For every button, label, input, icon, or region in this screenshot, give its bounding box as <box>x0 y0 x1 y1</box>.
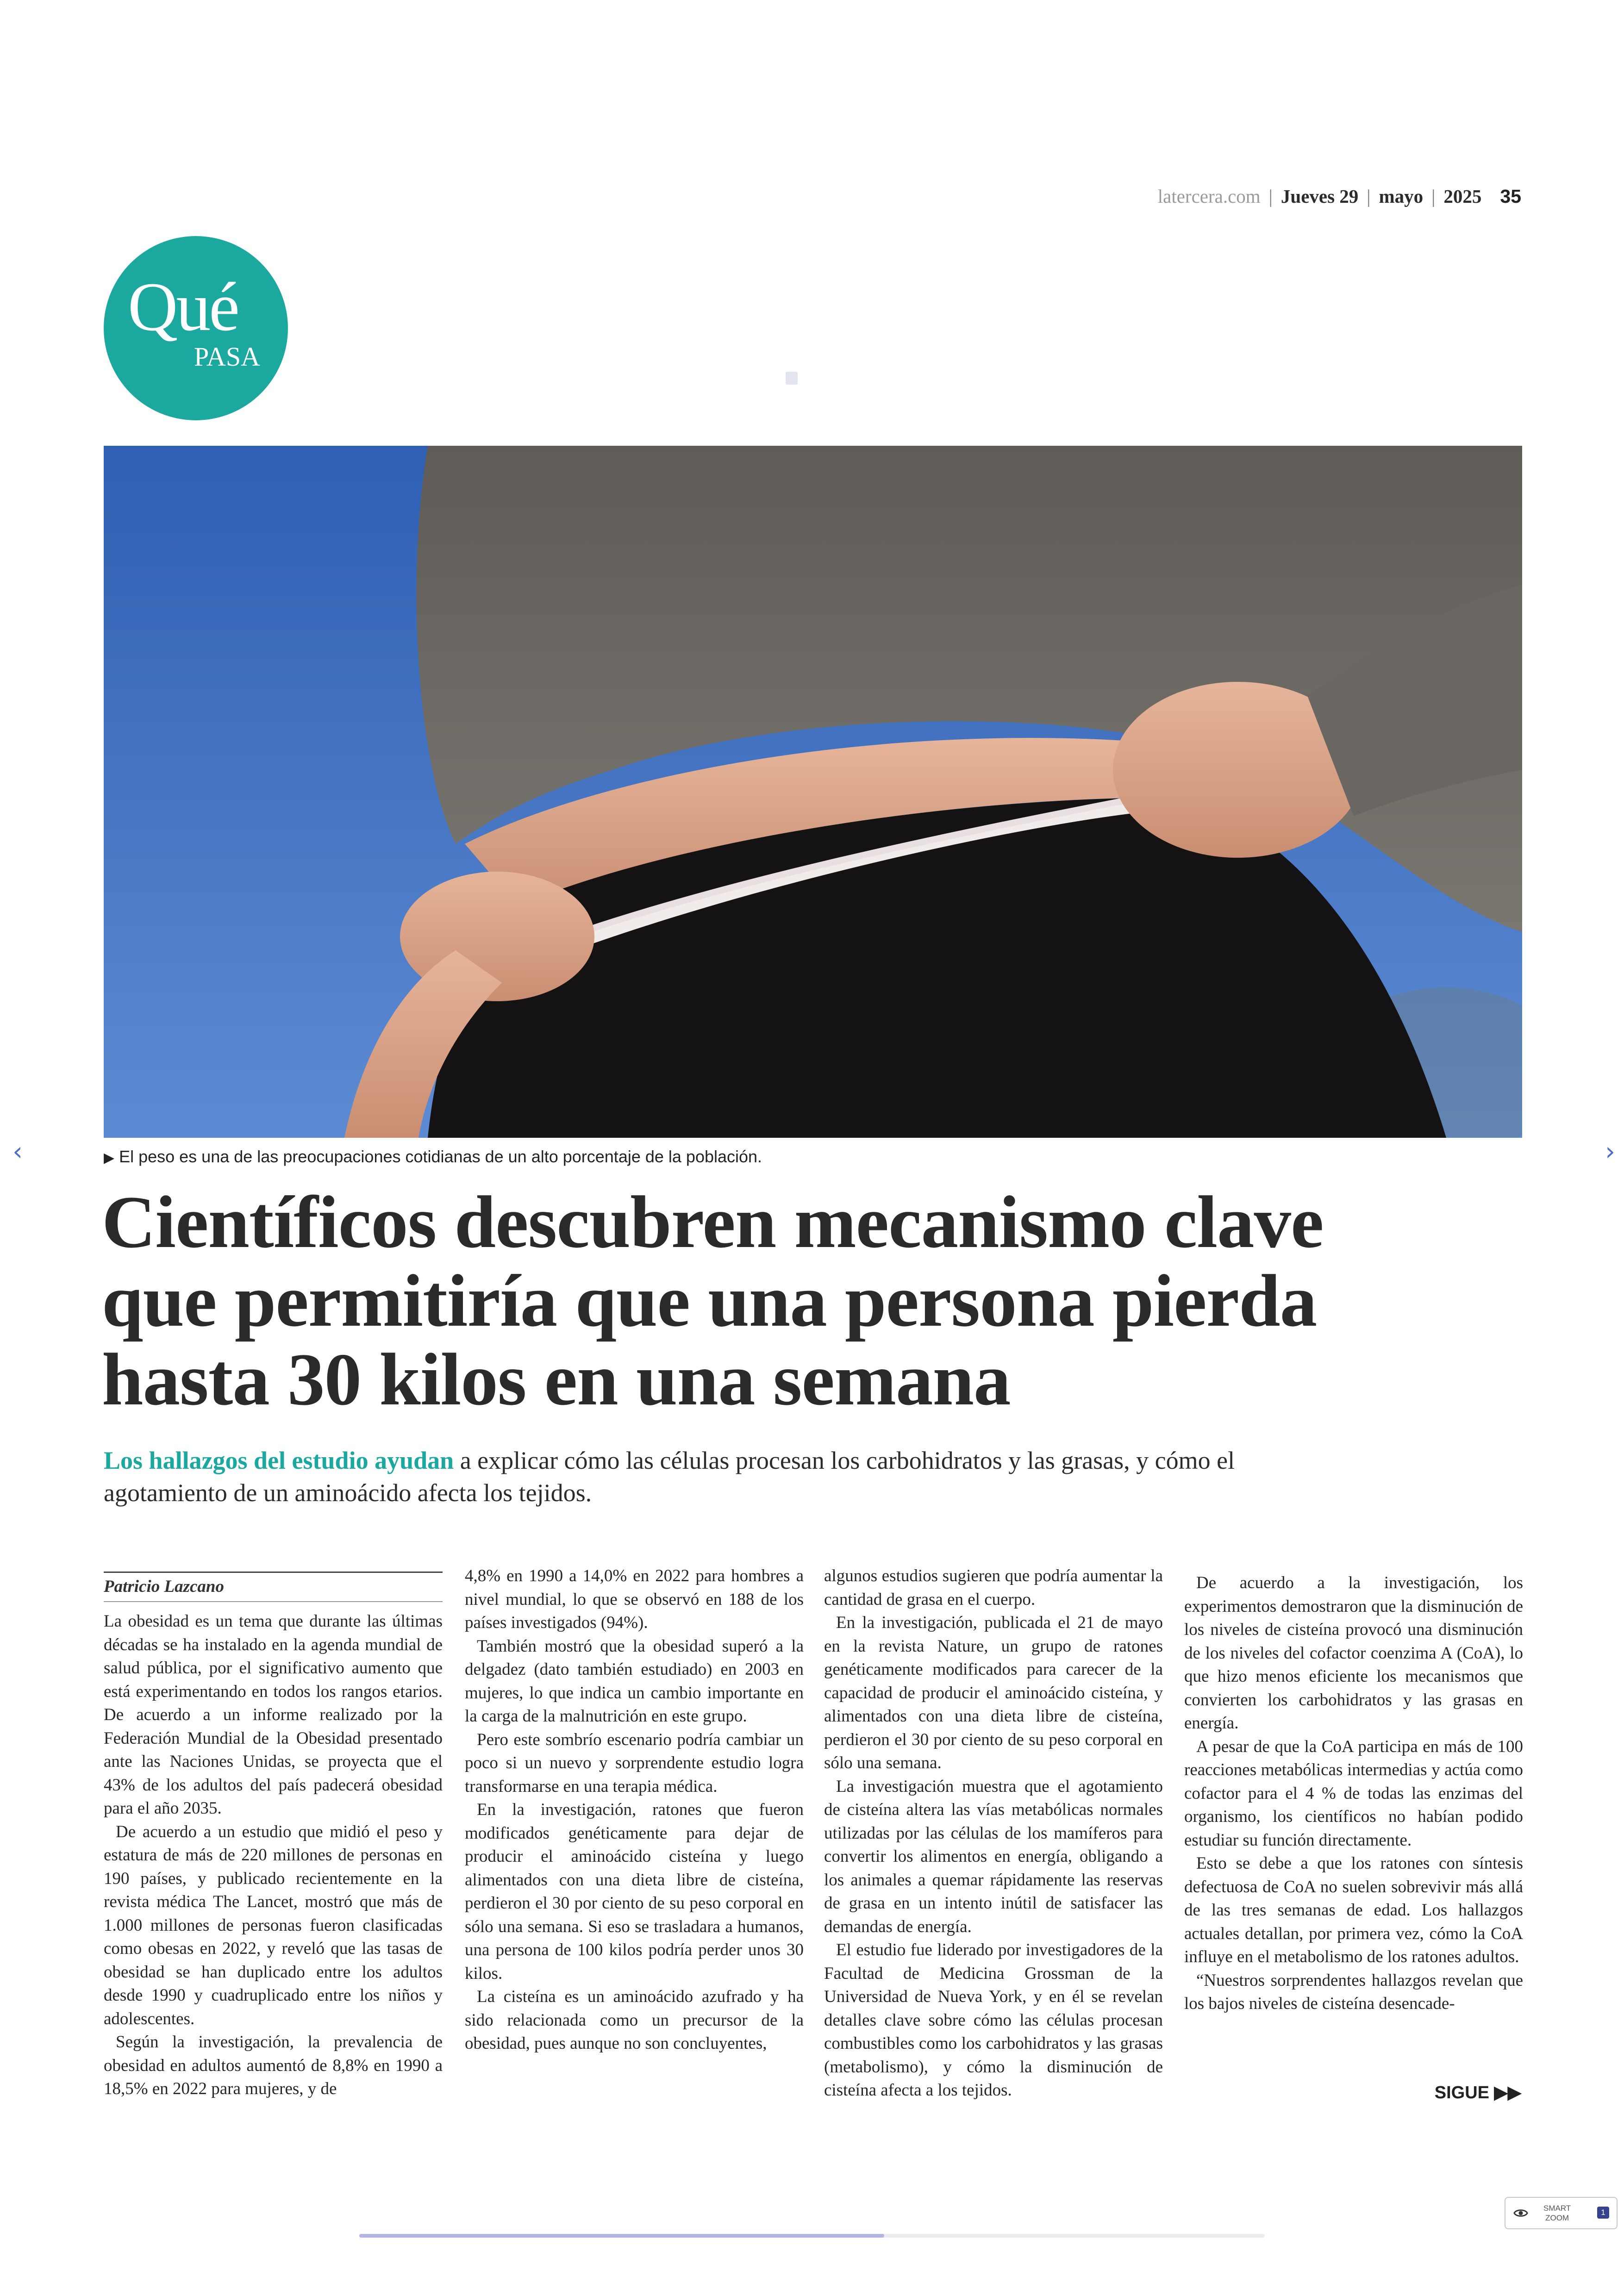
headline-line: que permitiría que una persona pierda <box>102 1260 1317 1342</box>
separator: | <box>1431 186 1436 207</box>
photo-caption <box>104 1147 762 1166</box>
paragraph: Pero este sombrío escenario podría cambiar un poco si un nuevo y sorprendente estudio logra transformarse en una terapia médica. <box>465 1730 804 1796</box>
date-day: Jueves 29 <box>1280 186 1359 207</box>
smart-zoom-button[interactable] <box>1505 2197 1618 2229</box>
paragraph: 4,8% en 1990 a 14,0% en 2022 para hombres a nivel mundial, lo que se observó en 188 de los países investigados (94%). <box>465 1566 804 1632</box>
page-number: 35 <box>1500 185 1521 207</box>
site-name: latercera.com <box>1157 186 1261 207</box>
paragraph: “Nuestros sorprendentes hallazgos revelan que los bajos niveles de cisteína desencade- <box>1184 1971 1523 2013</box>
chevron-left-icon[interactable]: ‹ <box>12 1137 23 1166</box>
paragraph: Según la investigación, la prevalencia de obesidad en adultos aumentó de 8,8% en 1990 a 18,5% en 2022 para mujeres, y de <box>104 2033 443 2098</box>
logo-que: Qué <box>128 268 238 345</box>
caption-text: El peso es una de las preocupaciones cotidianas de un alto porcentaje de la población. <box>119 1147 762 1166</box>
article-column-4 <box>1184 1572 1523 2016</box>
reading-progress-bar[interactable] <box>359 2234 884 2238</box>
paragraph: algunos estudios sugieren que podría aumentar la cantidad de grasa en el cuerpo. <box>824 1566 1163 1609</box>
page-marker <box>786 372 798 385</box>
photo-icon <box>104 446 1522 1138</box>
article-column-1 <box>104 1610 443 2101</box>
paragraph: Esto se debe a que los ratones con síntesis defectuosa de CoA no suelen sobrevivir más allá de las tres semanas de edad. Los hallazgos actuales detallan, por primera vez, cómo la CoA influye en el metabolismo de los ratones adultos. <box>1184 1854 1523 1966</box>
paragraph: La cisteína es un aminoácido azufrado y ha sido relacionada como un precursor de la obesidad, pues aunque no son concluyentes, <box>465 1987 804 2053</box>
smart-zoom-line1: SMART <box>1543 2204 1571 2213</box>
paragraph: La obesidad es un tema que durante las últimas décadas se ha instalado en la agenda mundial de salud pública, por el significativo aumento que está experimentando en todos los rangos etarios. De acuerdo a un informe realizado por la Federación Mundial de la Obesidad presentado ante las Naciones Unidas, se proyecta que el 43% de los adultos del país padecerá obesidad para el año 2035. <box>104 1612 443 1818</box>
date-year: 2025 <box>1443 186 1482 207</box>
subheadline-rest: a explicar cómo las células procesan los carbohidratos y las grasas, y cómo el agotamiento de un aminoácido afecta los tejidos. <box>104 1447 1235 1507</box>
separator: | <box>1268 186 1273 207</box>
separator: | <box>1367 186 1371 207</box>
paragraph: A pesar de que la CoA participa en más de 100 reacciones metabólicas intermedias y actúa como cofactor para el 4 % de todas las enzimas del organismo, los científicos no habían podido estudiar su función directamente. <box>1184 1737 1523 1850</box>
subheadline-lead: Los hallazgos del estudio ayudan <box>104 1447 454 1474</box>
headline-line: hasta 30 kilos en una semana <box>102 1338 1011 1421</box>
subheadline <box>104 1444 1354 1509</box>
paragraph: De acuerdo a la investigación, los experimentos demostraron que la disminución de los niveles de cisteína provocó una disminución de los niveles del cofactor coenzima A (CoA), lo que hizo menos eficiente los mecanismos que convierten los carbohidratos y las grasas en energía. <box>1184 1573 1523 1733</box>
smart-zoom-label <box>1543 2203 1571 2223</box>
date-month: mayo <box>1379 186 1424 207</box>
paragraph: El estudio fue liderado por investigadores de la Facultad de Medicina Grossman de la Universidad de Nueva York, y en él se revelan detalles clave sobre cómo las células procesan combustibles como los carbohidratos y las grasas (metabolismo), y cómo la disminución de cisteína afecta a los tejidos. <box>824 1940 1163 2100</box>
page-header <box>1158 185 1521 207</box>
smart-zoom-line2: ZOOM <box>1545 2214 1569 2222</box>
paragraph: También mostró que la obesidad superó a la delgadez (dato también estudiado) en 2003 en mujeres, lo que indica un cambio importante en la carga de la malnutrición en este grupo. <box>465 1636 804 1726</box>
article-photo <box>104 446 1522 1138</box>
continue-label: SIGUE ▶▶ <box>1434 2083 1521 2102</box>
paragraph: En la investigación, publicada el 21 de mayo en la revista Nature, un grupo de ratones genéticamente modificados para carecer de la capacidad de producir el aminoácido cisteína, y alimentados con una dieta libre de cisteína, perdieron el 30 por ciento de su peso corporal en sólo una semana. <box>824 1613 1163 1772</box>
chevron-right-icon[interactable]: › <box>1605 1137 1615 1166</box>
paragraph: De acuerdo a un estudio que midió el peso y estatura de más de 220 millones de personas en 190 países, y publicado recientemente en la revista médica The Lancet, mostró que más de 1.000 millones de personas fueron clasificadas como obesas en 2022, y reveló que las tasas de obesidad se han duplicado entre los adultos desde 1990 y cuadruplicado entre los niños y adolescentes. <box>104 1822 443 2028</box>
logo-pasa: PASA <box>194 342 260 372</box>
article-column-2 <box>465 1565 804 2056</box>
zoom-badge: 1 <box>1597 2207 1609 2219</box>
eye-icon <box>1513 2205 1529 2221</box>
headline <box>102 1183 1528 1419</box>
section-logo <box>104 236 288 420</box>
caption-triangle-icon: ▶ <box>104 1150 115 1166</box>
article-column-3 <box>824 1565 1163 2102</box>
byline: Patricio Lazcano <box>104 1572 443 1602</box>
paragraph: La investigación muestra que el agotamiento de cisteína altera las vías metabólicas normales utilizadas por las células de los mamíferos para convertir los alimentos en energía, obligando a los animales a quemar rápidamente las reservas de grasa en un intento inútil de satisfacer las demandas de energía. <box>824 1777 1163 1936</box>
paragraph: En la investigación, ratones que fueron modificados genéticamente para dejar de producir el aminoácido cisteína y luego alimentados con una dieta libre de cisteína, perdieron el 30 por ciento de su peso corporal en sólo una semana. Si eso se trasladara a humanos, una persona de 100 kilos podría perder unos 30 kilos. <box>465 1800 804 1983</box>
headline-line: Científicos descubren mecanismo clave <box>102 1181 1324 1263</box>
